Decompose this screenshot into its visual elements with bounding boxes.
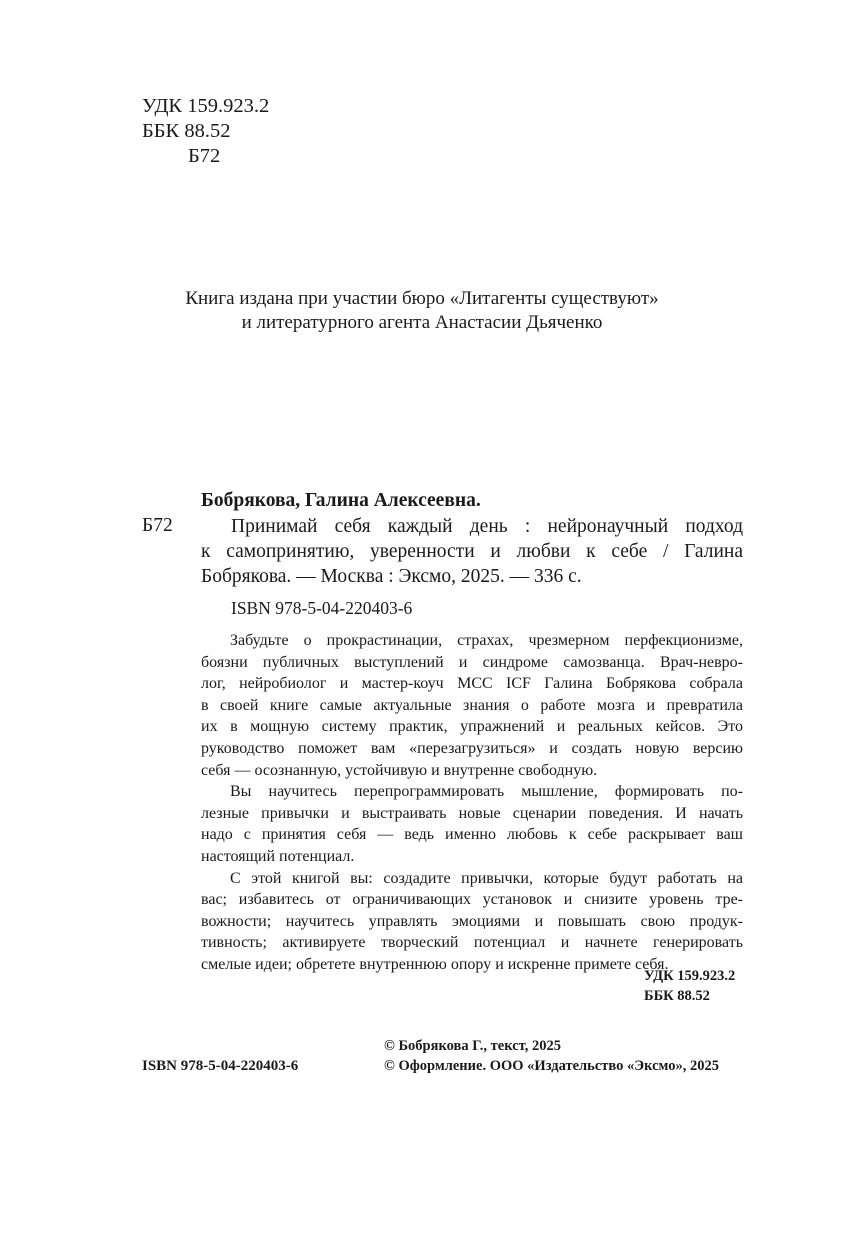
record-isbn: ISBN 978-5-04-220403-6 xyxy=(231,598,413,618)
annotation-line: в своей книге самые актуальные знания о работе мозга и превратила xyxy=(201,696,743,714)
udk-code-bottom: УДК 159.923.2 xyxy=(644,968,736,984)
annotation-line: лезные привычки и выстраивать новые сценарии поведения. И начать xyxy=(201,804,743,822)
annotation-paragraph xyxy=(201,630,743,781)
credit-line: Книга издана при участии бюро «Литагенты существуют» xyxy=(185,288,659,309)
annotation xyxy=(201,630,743,976)
annotation-line: С этой книгой вы: создадите привычки, которые будут работать на xyxy=(230,869,743,887)
annotation-line: вас; избавитесь от ограничивающих установок и снизите уровень тре- xyxy=(201,891,743,909)
publishing-credit xyxy=(0,287,844,335)
isbn-bottom: ISBN 978-5-04-220403-6 xyxy=(142,1058,299,1074)
udk-code: УДК 159.923.2 xyxy=(142,95,270,117)
description-line: Принимай себя каждый день : нейронаучный подход xyxy=(231,516,743,537)
annotation-line: лог, нейробиолог и мастер-коуч MCC ICF Галина Бобрякова собрала xyxy=(201,675,743,693)
annotation-line: боязни публичных выступлений и синдроме самозванца. Врач-невро- xyxy=(201,653,743,671)
classification-block xyxy=(142,94,269,169)
bibliographic-description xyxy=(201,514,743,589)
annotation-line: смелые идеи; обретете внутреннюю опору и искренне примете себя. xyxy=(201,955,669,973)
bbk-code-bottom: ББК 88.52 xyxy=(644,988,710,1004)
annotation-paragraph xyxy=(201,781,743,867)
annotation-line: их в мощную систему практик, упражнений и реальных кейсов. Это xyxy=(201,718,743,736)
copyright-line: © Бобрякова Г., текст, 2025 xyxy=(384,1038,561,1054)
annotation-line: Вы научитесь перепрограммировать мышление, формировать по- xyxy=(230,783,743,801)
credit-line: и литературного агента Анастасии Дьяченко xyxy=(241,312,603,333)
author-mark: Б72 xyxy=(188,145,221,167)
annotation-line: себя — осознанную, устойчивую и внутренне свободную. xyxy=(201,761,598,779)
annotation-line: руководство поможет вам «перезагрузиться» и создать новую версию xyxy=(201,739,743,757)
annotation-line: вожности; научитесь управлять эмоциями и повышать свою продук- xyxy=(201,912,743,930)
annotation-line: настоящий потенциал. xyxy=(201,847,355,865)
description-line: к самопринятию, уверенности и любви к себе / Галина xyxy=(201,541,743,562)
index-bottom xyxy=(644,966,735,1006)
annotation-line: надо с принятия себя — ведь именно любовь к себе раскрывает ваш xyxy=(201,826,743,844)
bbk-code: ББК 88.52 xyxy=(142,120,231,142)
copyright-line: © Оформление. ООО «Издательство «Эксмо», 2025 xyxy=(384,1058,719,1074)
author-heading: Бобрякова, Галина Алексеевна. xyxy=(201,490,481,511)
copyright-block xyxy=(384,1036,719,1076)
annotation-line: тивность; активируете творческий потенциал и начнете генерировать xyxy=(201,934,743,952)
annotation-line: Забудьте о прокрастинации, страхах, чрезмерном перфекционизме, xyxy=(230,632,743,649)
record-author-mark: Б72 xyxy=(142,515,173,536)
annotation-paragraph xyxy=(201,868,743,976)
description-line: Бобрякова. — Москва : Эксмо, 2025. — 336 с. xyxy=(201,566,582,587)
